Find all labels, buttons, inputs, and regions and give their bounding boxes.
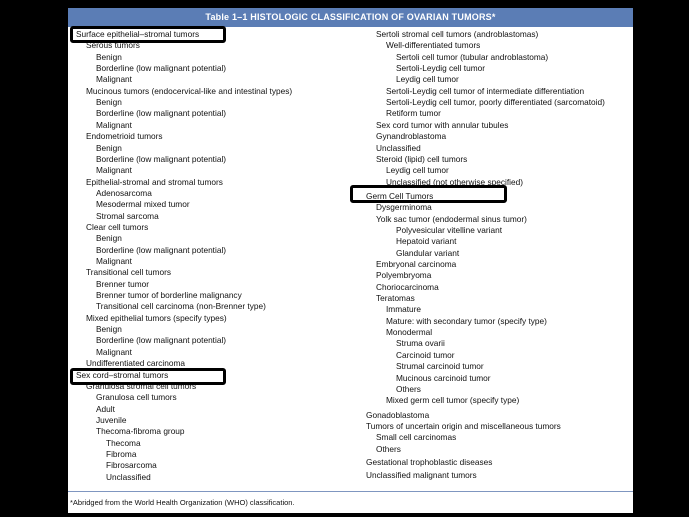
table-entry: Polyembryoma <box>376 270 432 281</box>
table-entry: Unclassified malignant tumors <box>366 470 477 481</box>
table-entry: Benign <box>96 324 122 335</box>
table-entry: Juvenile <box>96 414 127 425</box>
table-entry: Others <box>396 383 421 394</box>
table-entry: Borderline (low malignant potential) <box>96 244 227 255</box>
table-entry: Mesodermal mixed tumor <box>96 199 190 210</box>
table-entry: Malignant <box>96 119 132 130</box>
table-entry: Benign <box>96 233 122 244</box>
table-entry: Small cell carcinomas <box>376 432 457 443</box>
table-entry: Strumal carcinoid tumor <box>396 361 484 372</box>
table-entry: Sex cord tumor with annular tubules <box>376 119 509 130</box>
table-entry: Surface epithelial–stromal tumors <box>76 29 200 39</box>
table-page <box>68 8 633 513</box>
table-entry: Borderline (low malignant potential) <box>96 108 227 119</box>
table-entry: Transitional cell tumors <box>86 267 171 278</box>
highlight-box-germ-cell <box>350 185 507 203</box>
table-entry: Glandular variant <box>396 247 460 258</box>
table-entry: Transitional cell carcinoma (non-Brenner type) <box>96 301 266 312</box>
table-entry: Brenner tumor of borderline malignancy <box>96 290 242 300</box>
table-entry: Unclassified <box>106 471 151 482</box>
table-entry: Adult <box>96 403 115 414</box>
table-entry: Mixed epithelial tumors (specify types) <box>86 312 227 323</box>
table-entry: Embryonal carcinoma <box>376 259 457 269</box>
table-entry: Benign <box>96 97 122 108</box>
table-title: Table 1–1 HISTOLOGIC CLASSIFICATION OF OVARIAN TUMORS* <box>68 8 633 27</box>
table-entry: Yolk sac tumor (endodermal sinus tumor) <box>376 213 527 224</box>
table-entry: Sertoli-Leydig cell tumor of intermediate differentiation <box>386 85 585 96</box>
table-entry: Borderline (low malignant potential) <box>96 63 227 73</box>
table-entry: Sertoli cell tumor (tubular androblastoma) <box>396 51 549 62</box>
table-entry: Unclassified (not otherwise specified) <box>386 176 523 187</box>
table-entry: Sertoli-Leydig cell tumor, poorly differentiated (sarcomatoid) <box>386 97 605 108</box>
table-entry: Others <box>376 443 401 454</box>
table-entry: Carcinoid tumor <box>396 349 455 360</box>
table-entry: Tumors of uncertain origin and miscellaneous tumors <box>366 420 561 431</box>
table-entry: Gonadoblastoma <box>366 409 430 420</box>
table-entry: Serous tumors <box>86 40 140 51</box>
table-entry: Monodermal <box>386 327 433 338</box>
table-entry: Clear cell tumors <box>86 221 149 232</box>
table-entry: Mature: with secondary tumor (specify type) <box>386 315 547 326</box>
table-entry: Sertoli-Leydig cell tumor <box>396 63 485 73</box>
table-entry: Undifferentiated carcinoma <box>86 358 186 369</box>
table-entry: Leydig cell tumor <box>396 74 459 85</box>
table-entry: Adenosarcoma <box>96 187 152 198</box>
table-entry: Germ Cell Tumors <box>366 190 434 201</box>
table-entry: Sex cord–stromal tumors <box>76 369 169 380</box>
table-entry: Benign <box>96 142 122 153</box>
highlight-box-surface-epithelial <box>70 26 226 43</box>
table-entry: Thecoma-fibroma group <box>96 426 185 437</box>
table-entry: Fibroma <box>106 449 137 459</box>
table-entry: Struma ovarii <box>396 338 445 349</box>
table-entry: Choriocarcinoma <box>376 281 439 292</box>
table-entry: Borderline (low malignant potential) <box>96 335 227 346</box>
table-entry: Unclassified <box>376 142 421 153</box>
table-entry: Borderline (low malignant potential) <box>96 153 227 164</box>
table-entry: Malignant <box>96 74 132 85</box>
footnote: *Abridged from the World Health Organization (WHO) classification. <box>68 491 633 513</box>
table-entry: Immature <box>386 304 422 315</box>
table-entry: Malignant <box>96 165 132 176</box>
table-entry: Endometrioid tumors <box>86 131 163 142</box>
table-entry: Retiform tumor <box>386 108 441 119</box>
table-entry: Gynandroblastoma <box>376 131 447 142</box>
table-entry: Leydig cell tumor <box>386 165 449 176</box>
table-entry: Fibrosarcoma <box>106 460 157 471</box>
table-entry: Brenner tumor <box>96 278 150 289</box>
table-entry: Malignant <box>96 346 132 357</box>
table-entry: Hepatoid variant <box>396 236 457 247</box>
table-entry: Mucinous carcinoid tumor <box>396 372 491 383</box>
table-entry: Thecoma <box>106 437 141 448</box>
table-entry: Dysgerminoma <box>376 202 432 213</box>
highlight-box-sex-cord-stromal <box>70 368 226 385</box>
table-entry: Teratomas <box>376 293 415 303</box>
table-entry: Stromal sarcoma <box>96 210 159 221</box>
table-entry: Sertoli stromal cell tumors (androblastomas) <box>376 29 539 39</box>
table-entry: Benign <box>96 51 122 62</box>
table-entry: Polyvesicular vitelline variant <box>396 224 503 235</box>
table-entry: Granulosa cell tumors <box>96 392 177 403</box>
table-entry: Well-differentiated tumors <box>386 40 481 51</box>
table-entry: Gestational trophoblastic diseases <box>366 457 493 467</box>
table-entry: Epithelial-stromal and stromal tumors <box>86 176 223 187</box>
table-entry: Mucinous tumors (endocervical-like and intestinal types) <box>86 85 293 96</box>
table-entry: Granulosa stromal cell tumors <box>86 380 197 391</box>
table-entry: Malignant <box>96 256 132 266</box>
table-entry: Steroid (lipid) cell tumors <box>376 153 468 164</box>
table-entry: Mixed germ cell tumor (specify type) <box>386 395 520 406</box>
